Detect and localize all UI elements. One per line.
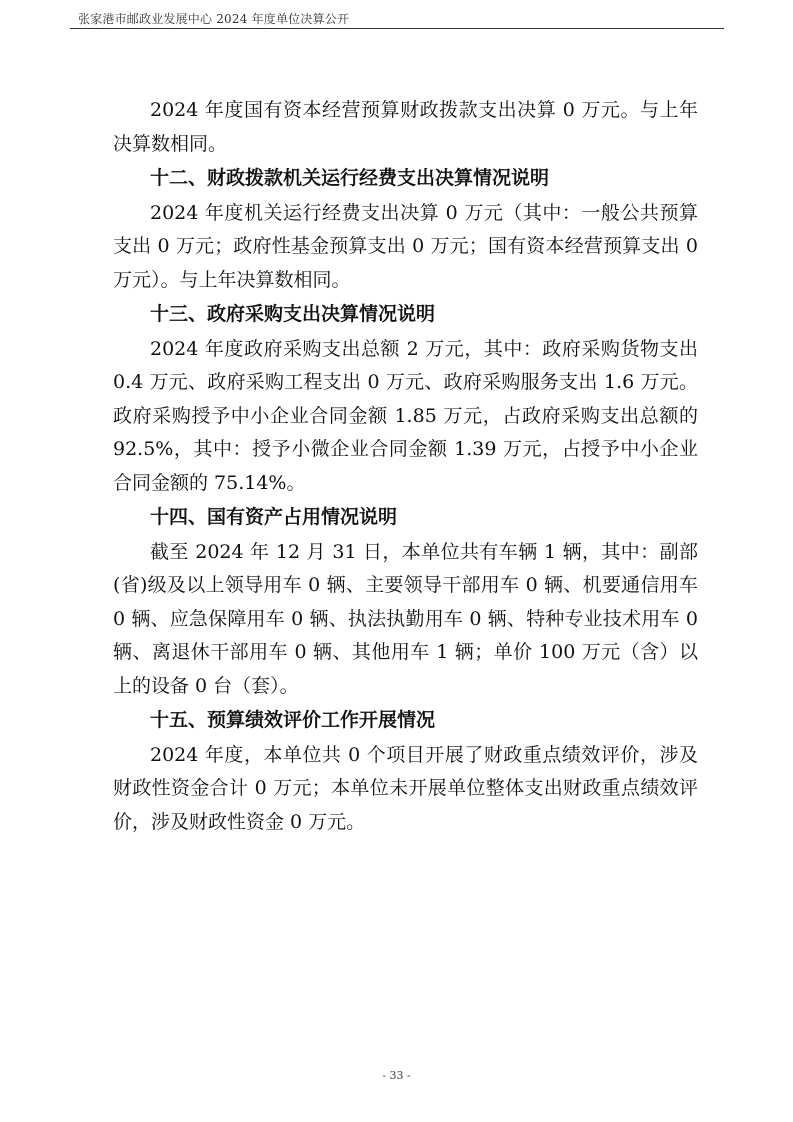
paragraph-operating-expenses: 2024 年度机关运行经费支出决算 0 万元（其中：一般公共预算支出 0 万元；政府性基金预算支出 0 万元；国有资本经营预算支出 0 万元）。与上年决算数相同。 [113, 201, 698, 291]
paragraph-procurement: 2024 年度政府采购支出总额 2 万元，其中：政府采购货物支出 0.4 万元、政府采购工程支出 0 万元、政府采购服务支出 1.6 万元。政府采购授予中小企业合同金额 1.85 万元，占政府采购支出总额的 92.5%，其中：授予小微企业合同金额 1.39 万元，占授予中小企业合同金额的 75.14%。 [113, 337, 698, 494]
section-13-heading: 十三、政府采购支出决算情况说明 [150, 303, 436, 325]
header-divider [70, 28, 724, 29]
paragraph-state-assets: 截至 2024 年 12 月 31 日，本单位共有车辆 1 辆，其中：副部(省)级及以上领导用车 0 辆、主要领导干部用车 0 辆、机要通信用车 0 辆、应急保障用车 0 辆、执法执勤用车 0 辆、特种专业技术用车 0 辆、离退休干部用车 0 辆、其他用车 1 辆；单价 100 万元（含）以上的设备 0 台（套）。 [113, 540, 698, 697]
document-body [113, 94, 698, 839]
running-header: 张家港市邮政业发展中心 2024 年度单位决算公开 [78, 12, 350, 26]
section-12-heading: 十二、财政拨款机关运行经费支出决算情况说明 [150, 167, 550, 189]
paragraph-performance-evaluation: 2024 年度，本单位共 0 个项目开展了财政重点绩效评价，涉及财政性资金合计 0 万元；本单位未开展单位整体支出财政重点绩效评价，涉及财政性资金 0 万元。 [113, 743, 698, 833]
section-15-heading: 十五、预算绩效评价工作开展情况 [150, 709, 436, 731]
paragraph-state-capital-budget: 2024 年度国有资本经营预算财政拨款支出决算 0 万元。与上年决算数相同。 [113, 99, 698, 155]
section-14-heading: 十四、国有资产占用情况说明 [150, 506, 398, 528]
page-number: - 33 - [382, 1069, 411, 1082]
